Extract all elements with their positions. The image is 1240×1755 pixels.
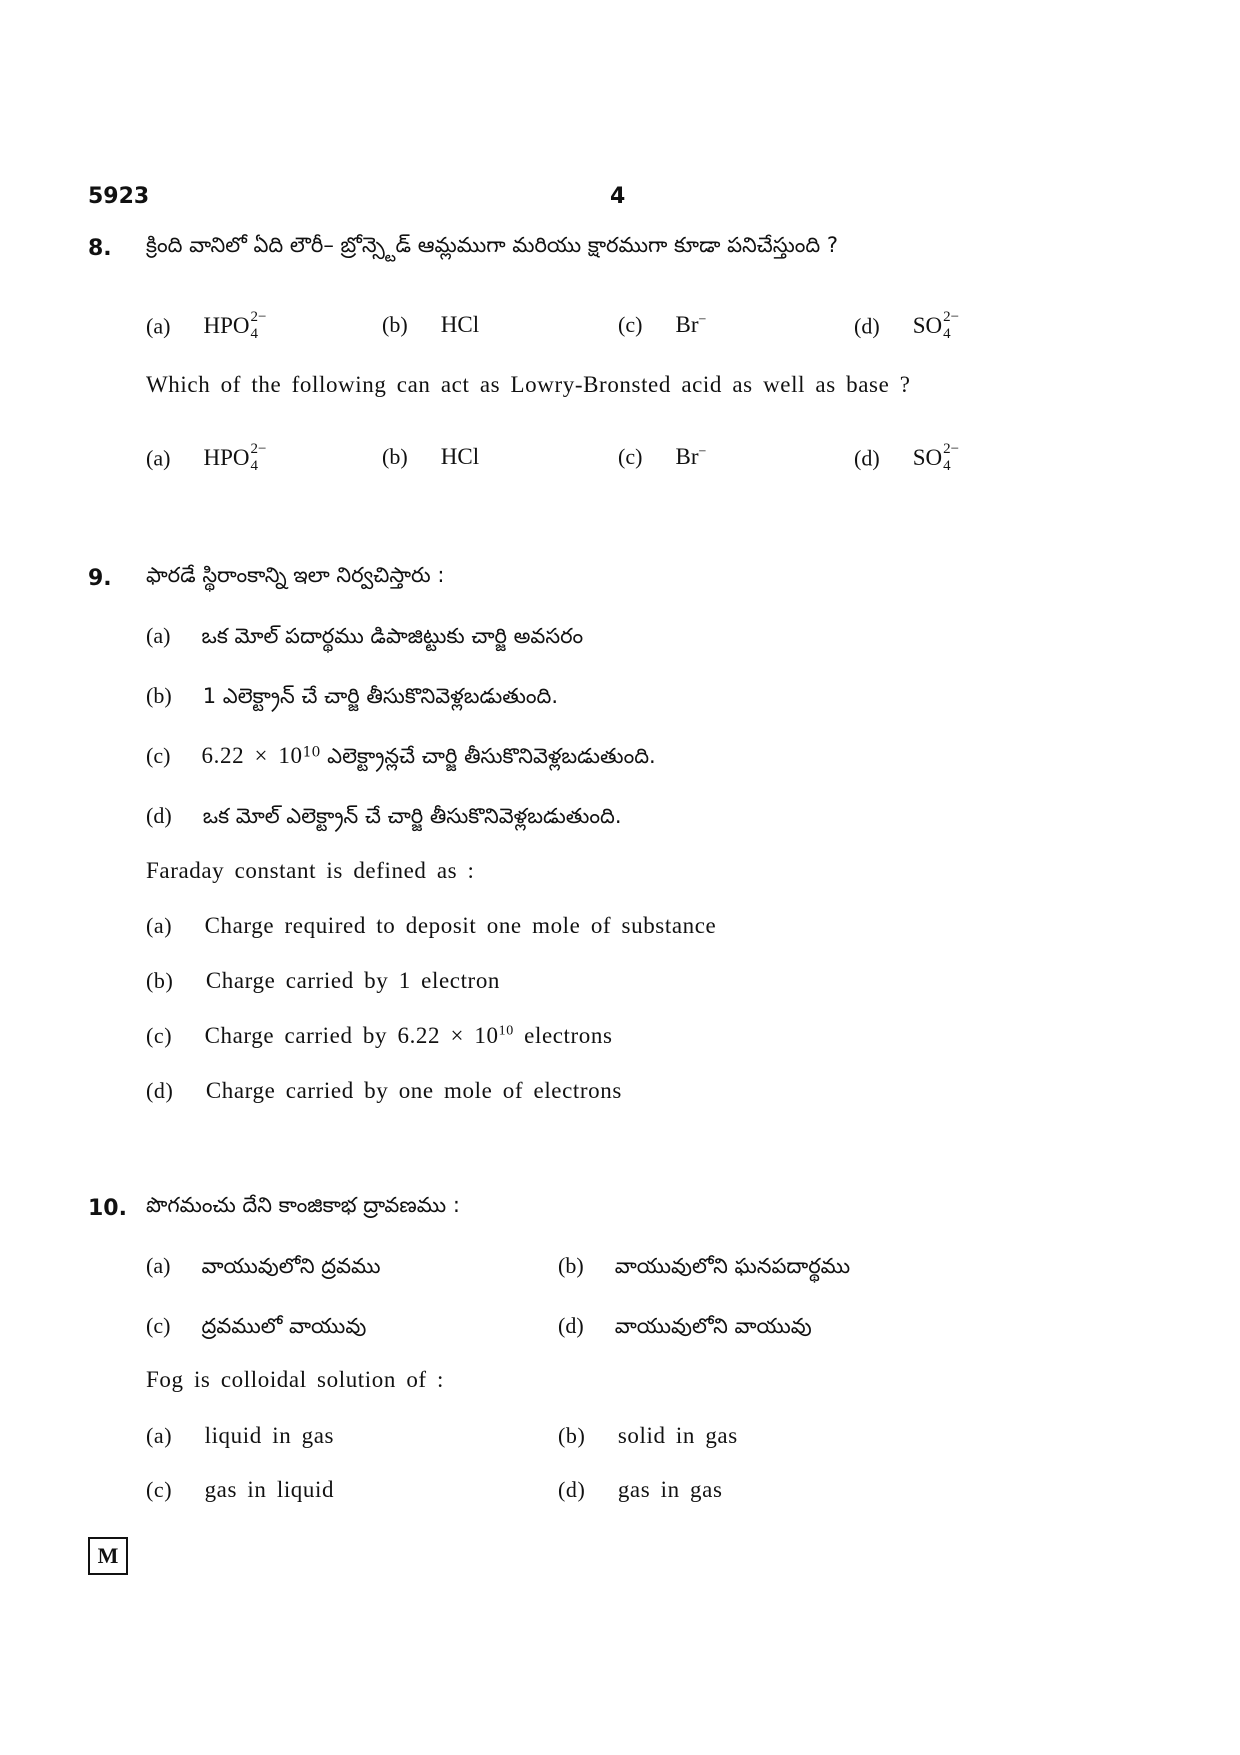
question-9-number: 9. — [88, 566, 112, 591]
option-text: ఒక మోల్ పదార్థము డిపాజిట్టుకు చార్జి అవసరం — [201, 624, 584, 648]
option-b — [382, 444, 479, 470]
option-label: (b) — [382, 444, 408, 469]
option-label: (d) — [854, 313, 880, 339]
formula-so4: SO 2− 4 — [912, 309, 960, 342]
option-label: (d) — [146, 803, 172, 828]
q10-english-option-d — [558, 1477, 723, 1503]
question-10-number: 10. — [88, 1196, 127, 1221]
option-label: (c) — [146, 1313, 171, 1338]
option-text: gas in gas — [617, 1477, 723, 1502]
option-d — [854, 309, 960, 344]
option-c — [618, 312, 706, 338]
option-label: (a) — [146, 1423, 173, 1448]
option-label: (d) — [146, 1078, 174, 1103]
q10-english-option-c — [146, 1477, 334, 1503]
option-label: (a) — [146, 1253, 171, 1278]
option-text: liquid in gas — [204, 1423, 335, 1448]
option-text: Charge required to deposit one mole of substance — [204, 913, 717, 938]
q9-telugu-option-c — [146, 743, 656, 774]
q10-telugu-option-d — [558, 1313, 812, 1344]
option-label: (c) — [146, 1023, 173, 1048]
option-text: ద్రవములో వాయువు — [201, 1314, 367, 1338]
option-d — [854, 441, 960, 476]
q10-english-option-b — [558, 1423, 738, 1449]
formula-br: Br− — [675, 444, 707, 469]
q10-telugu-option-c — [146, 1313, 366, 1344]
question-9-telugu-text: ఫారడే స్థిరాంకాన్ని ఇలా నిర్వచిస్తారు : — [146, 563, 445, 587]
formula-hpo4: HPO 2− 4 — [203, 309, 267, 342]
option-text: gas in liquid — [204, 1477, 335, 1502]
question-8-number: 8. — [88, 236, 112, 261]
q9-english-option-d — [146, 1078, 622, 1104]
option-label: (a) — [146, 913, 173, 938]
page-number: 4 — [610, 184, 626, 209]
formula-so4: SO 2− 4 — [912, 441, 960, 474]
formula-br: Br− — [675, 312, 707, 337]
q10-telugu-option-b — [558, 1253, 850, 1284]
q9-english-option-c — [146, 1023, 613, 1049]
option-b — [382, 312, 479, 338]
option-label: (d) — [854, 445, 880, 471]
medium-code-box: M — [88, 1537, 128, 1575]
option-text: 1 ఎలెక్ట్రాన్ చే చార్జి తీసుకొనివెళ్లబడుతుంది. — [202, 684, 559, 708]
option-label: (a) — [146, 313, 171, 339]
question-9-english-text: Faraday constant is defined as : — [146, 858, 475, 883]
paper-code: 5923 — [88, 184, 150, 209]
option-label: (b) — [146, 683, 172, 708]
q9-english-option-a — [146, 913, 716, 939]
option-text: వాయువులోని ఘనపదార్థము — [614, 1254, 851, 1278]
option-label: (d) — [558, 1313, 584, 1338]
formula-hpo4: HPO 2− 4 — [203, 441, 267, 474]
q9-telugu-option-d — [146, 803, 622, 834]
option-text: ఒక మోల్ ఎలెక్ట్రాన్ చే చార్జి తీసుకొనివెళ్లబడుతుంది. — [202, 804, 622, 828]
option-label: (c) — [146, 743, 171, 768]
option-label: (b) — [146, 968, 174, 993]
q10-english-option-a — [146, 1423, 334, 1449]
option-label: (c) — [618, 444, 643, 469]
option-text: Charge carried by $6.22 \times 10^{10}$ electrons — [204, 1023, 613, 1048]
formula-hcl: HCl — [440, 444, 480, 469]
option-c — [618, 444, 706, 470]
question-10-telugu-text: పొగమంచు దేని కాంజికాభ ద్రావణము : — [146, 1193, 460, 1217]
question-8-english-text: Which of the following can act as Lowry-Bronsted acid as well as base ? — [146, 372, 911, 397]
q9-telugu-option-a — [146, 623, 583, 654]
option-label: (a) — [146, 623, 171, 648]
question-8-telugu-text: క్రింది వానిలో ఏది లౌరీ– బ్రోన్స్టెడ్ ఆమ్లముగా మరియు క్షారముగా కూడా పనిచేస్తుంది ? — [146, 233, 839, 257]
option-a — [146, 309, 267, 344]
option-text: Charge carried by 1 electron — [205, 968, 501, 993]
q10-telugu-option-a — [146, 1253, 381, 1284]
option-text: $6.22 \times 10^{10}$ ఎలెక్ట్రాన్లచే చార్జి తీసుకొనివెళ్లబడుతుంది. — [201, 743, 656, 768]
option-label: (c) — [146, 1477, 173, 1502]
q9-telugu-option-b — [146, 683, 558, 714]
option-label: (b) — [558, 1423, 586, 1448]
formula-hcl: HCl — [440, 312, 480, 337]
option-label: (c) — [618, 312, 643, 337]
option-text: solid in gas — [617, 1423, 738, 1448]
option-text: వాయువులోని వాయువు — [614, 1314, 812, 1338]
option-label: (d) — [558, 1477, 586, 1502]
option-text: వాయువులోని ద్రవము — [201, 1254, 381, 1278]
option-a — [146, 441, 267, 476]
question-10-english-text: Fog is colloidal solution of : — [146, 1367, 445, 1392]
option-label: (b) — [558, 1253, 584, 1278]
option-text: Charge carried by one mole of electrons — [205, 1078, 622, 1103]
q9-english-option-b — [146, 968, 500, 994]
option-label: (b) — [382, 312, 408, 337]
option-label: (a) — [146, 445, 171, 471]
